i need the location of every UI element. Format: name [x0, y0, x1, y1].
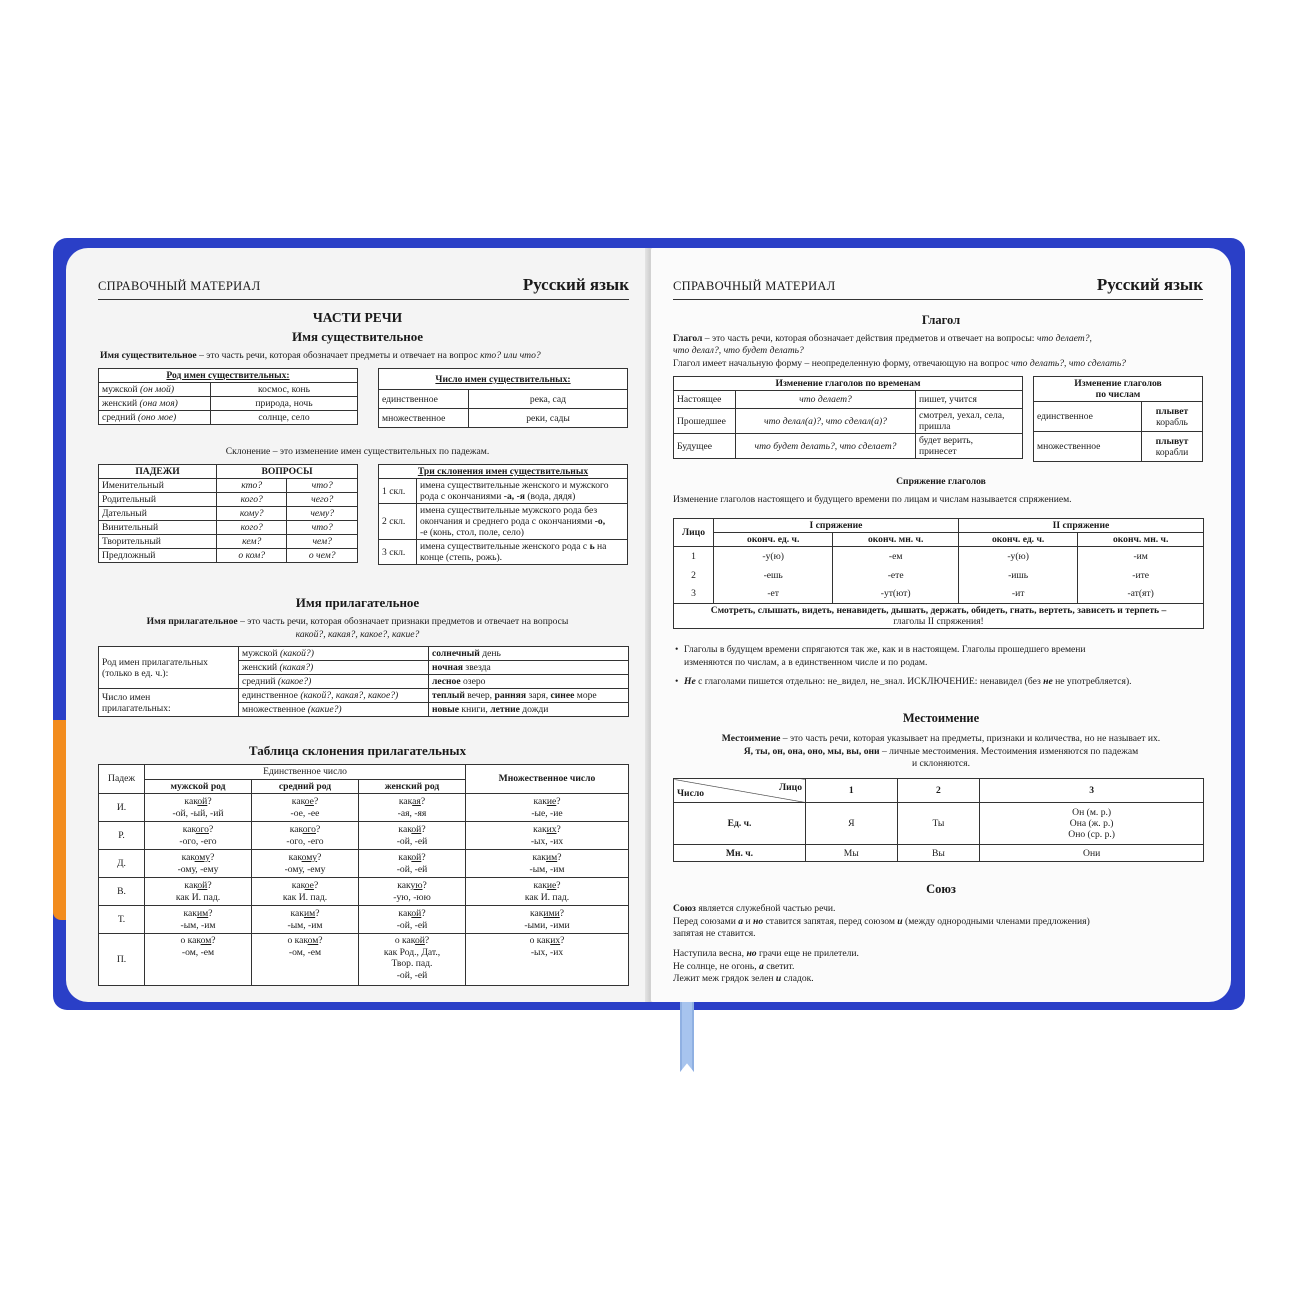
header-subject: Русский язык — [522, 275, 629, 294]
verb-tense-table: Изменение глаголов по временам Настоящее что делает? пишет, учится Прошедшее что делал(а)?, что сделал(а)? смотрел, уехал, села, пришла Будущее что будет делать?, что сделает? будет верить, принесет — [673, 376, 1023, 459]
table-row: единственное плывет корабль — [1034, 402, 1203, 432]
adjective-title: Имя прилагательное — [295, 595, 420, 610]
header-label: СПРАВОЧНЫЙ МАТЕРИАЛ — [673, 279, 836, 293]
table-row: множественное (какие?) новые книги, летние дожди — [99, 703, 629, 717]
verb-definition: Глагол – это часть речи, которая обозначает действия предметов и отвечает на вопросы: что делает?, что делал?, что будет делать? Глагол имеет начальную форму – неопределенную форму, отвечающую на вопрос что делать?, что сделать? — [673, 333, 1126, 369]
table-row: средний (какое?) лесное озеро — [99, 675, 629, 689]
three-declensions-table: Три склонения имен существительных 1 скл. имена существительные женского и мужского рода с окончаниями -а, -я (вода, дядя) 2 скл. имена существительные мужского рода без окончания и среднего рода с окончаниями -о, -е (конь, стол, поле, село) 3 скл. имена существительные женского рода с ь на конце (степь, рожь). — [378, 464, 628, 565]
conjunction-text: Союз является служебной частью речи. Перед союзами а и но ставится запятая, перед союзом и (между однородными членами предложения) запятая не ставится. — [673, 903, 1090, 939]
conjugation-line: Изменение глаголов настоящего и будущего времени по лицам и числам называется спряжением. — [673, 494, 1072, 505]
header-subject: Русский язык — [1096, 275, 1203, 294]
conjunction-title: Союз — [926, 882, 956, 896]
declension-table-title: Таблица склонения прилагательных — [248, 743, 467, 758]
table-row: Мн. ч. Мы Вы Они — [674, 845, 1204, 862]
noun-number-table: Число имен существительных: единственное река, сад множественное реки, сады — [378, 368, 628, 428]
verb-note-1: • Глаголы в будущем времени спрягаются так же, как и в настоящем. Глаголы прошедшего времени изменяются по числам, а в единственном числе и по родам. — [684, 644, 1086, 669]
table-row: женский (какая?) ночная звезда — [99, 661, 629, 675]
table-row: 2 -ешь -ете -ишь -ите — [674, 566, 1204, 585]
table-row: средний (оно мое) солнце, село — [99, 411, 358, 425]
table-row: 1 скл. имена существительные женского и мужского рода с окончаниями -а, -я (вода, дядя) — [379, 479, 628, 504]
right-page — [651, 248, 1231, 1002]
table-row: 3 -ет -ут(ют) -ит -ат(ят) — [674, 585, 1204, 604]
verb-number-table: Изменение глаголов по числам единственное плывет корабль множественное плывут корабли — [1033, 376, 1203, 462]
noun-title: Имя существительное — [291, 329, 423, 344]
noun-definition: Имя существительное – это часть речи, которая обозначает предметы и отвечает на вопрос кто? или что? — [100, 350, 541, 361]
table-row: П. о каком? -ом, -ем о каком? -ом, -ем о какой? как Род., Дат., Твор. пад. -ой, -ей о каких? -ых, -их — [99, 934, 629, 986]
pronoun-definition: Местоимение – это часть речи, которая указывает на предметы, признаки и количества, но не называет их. Я, ты, он, она, оно, мы, вы, они – личные местоимения. Местоимения изменяются по падежам и склоняются. — [721, 733, 1161, 769]
cases-table: ПАДЕЖИ ВОПРОСЫ Именительный кто? что? Родительный кого? чего? Дательный кому? чему? Винительный кого? что? Творительный кем? чем? Предложный о ком? о чем? — [98, 464, 358, 563]
verb-note-2: • Не с глаголами пишется отдельно: не_видел, не_знал. ИСКЛЮЧЕНИЕ: ненавидел (без не не употребляется). — [684, 676, 1132, 689]
pronoun-title: Местоимение — [902, 711, 980, 725]
table-row: Дательный кому? чему? — [99, 507, 358, 521]
parts-of-speech-title: ЧАСТИ РЕЧИ — [312, 310, 403, 325]
table-row: 2 скл. имена существительные мужского рода без окончания и среднего рода с окончаниями -о, -е (конь, стол, поле, село) — [379, 504, 628, 540]
table-row: Настоящее что делает? пишет, учится — [674, 391, 1023, 409]
table-row: Т. каким? -ым, -им каким? -ым, -им какой? -ой, -ей какими? -ыми, -ими — [99, 906, 629, 934]
noun-gender-table: Род имен существительных: мужской (он мой) космос, конь женский (она моя) природа, ночь средний (оно мое) солнце, село — [98, 368, 358, 425]
table-row: Род имен прилагательных (только в ед. ч.): мужской (какой?) солнечный день — [99, 647, 629, 661]
verb-title: Глагол — [921, 313, 961, 327]
table-row: Родительный кого? чего? — [99, 493, 358, 507]
table-row: женский (она моя) природа, ночь — [99, 397, 358, 411]
table-row: единственное река, сад — [379, 390, 628, 409]
adjective-declension-table: Падеж Единственное число Множественное число мужской род средний род женский род И. какой? -ой, -ый, -ий какое? -ое, -ее какая? -ая, -яя какие? -ые, -ие Р. какого? -ого, -его какого? -ого, -его какой? -ой, -ей каких? -ых, -их Д. какому? -ому, -ему какому? -ому, -ему какой? -ой, -ей каким? -ым, -им В. какой? как И. пад. какое? как И. пад. какую? -ую, -юю какие? как И. пад. Т. каким? -ым, -им каким? -ым, -им какой? -ой, -ей какими? -ыми, -ими П. о каком? -ом, -ем о каком? -ом, -ем о какой? как Род., Дат., Твор. пад. -ой, -ей о каких? -ых, -их — [98, 764, 629, 986]
table-row: Именительный кто? что? — [99, 479, 358, 493]
header-label: СПРАВОЧНЫЙ МАТЕРИАЛ — [98, 279, 261, 293]
left-page — [66, 248, 649, 1002]
conjugation-title: Спряжение глаголов — [896, 476, 986, 487]
table-row: множественное плывут корабли — [1034, 432, 1203, 462]
conjugation-table: Лицо I спряжение II спряжение оконч. ед. ч. оконч. мн. ч. оконч. ед. ч. оконч. мн. ч. 1 -у(ю) -ем -у(ю) -им 2 -ешь -ете -ишь -ите 3 -ет -ут(ют) -ит -ат(ят) Смотреть, слышать, видеть, ненавидеть, дышать, держать, обидеть, гнать, вертеть, зависеть и терпеть – глаголы II спряжения! — [673, 518, 1204, 629]
table-row: Р. какого? -ого, -его какого? -ого, -его какой? -ой, -ей каких? -ых, -их — [99, 822, 629, 850]
table-row: И. какой? -ой, -ый, -ий какое? -ое, -ее какая? -ая, -яя какие? -ые, -ие — [99, 794, 629, 822]
table-row: мужской (он мой) космос, конь — [99, 383, 358, 397]
table-row: Д. какому? -ому, -ему какому? -ому, -ему какой? -ой, -ей каким? -ым, -им — [99, 850, 629, 878]
table-row: Винительный кого? что? — [99, 521, 358, 535]
pronoun-table: Число Лицо 1 2 3 Ед. ч. Я Ты Он (м. р.) Она (ж. р.) Оно (ср. р.) Мн. ч. Мы Вы Они — [673, 778, 1204, 862]
table-row: Предложный о ком? о чем? — [99, 549, 358, 563]
table-row: Прошедшее что делал(а)?, что сделал(а)? смотрел, уехал, села, пришла — [674, 409, 1023, 434]
table-row: Будущее что будет делать?, что сделает? будет верить, принесет — [674, 434, 1023, 459]
adjective-definition: Имя прилагательное – это часть речи, которая обозначает признаки предметов и отвечает на вопросы какой?, какая?, какое?, какие? — [146, 616, 569, 640]
table-row: множественное реки, сады — [379, 409, 628, 428]
declension-line: Склонение – это изменение имен существительных по падежам. — [225, 446, 490, 457]
conjunction-examples: Наступила весна, но грачи еще не прилетели. Не солнце, не огонь, а светит. Лежит меж грядок зелен и сладок. — [673, 948, 859, 984]
bookmark-ribbon — [680, 1000, 694, 1072]
table-row: 1 -у(ю) -ем -у(ю) -им — [674, 547, 1204, 566]
right-header — [673, 276, 1203, 300]
adjective-table — [98, 646, 629, 717]
left-header — [98, 276, 629, 300]
table-row: В. какой? как И. пад. какое? как И. пад. какую? -ую, -юю какие? как И. пад. — [99, 878, 629, 906]
table-row: Ед. ч. Я Ты Он (м. р.) Она (ж. р.) Оно (ср. р.) — [674, 803, 1204, 845]
table-row: Число имен прилагательных: единственное (какой?, какая?, какое?) теплый вечер, ранняя заря, синее море — [99, 689, 629, 703]
table-row: 3 скл. имена существительные женского рода с ь на конце (степь, рожь). — [379, 540, 628, 565]
table-row: Творительный кем? чем? — [99, 535, 358, 549]
